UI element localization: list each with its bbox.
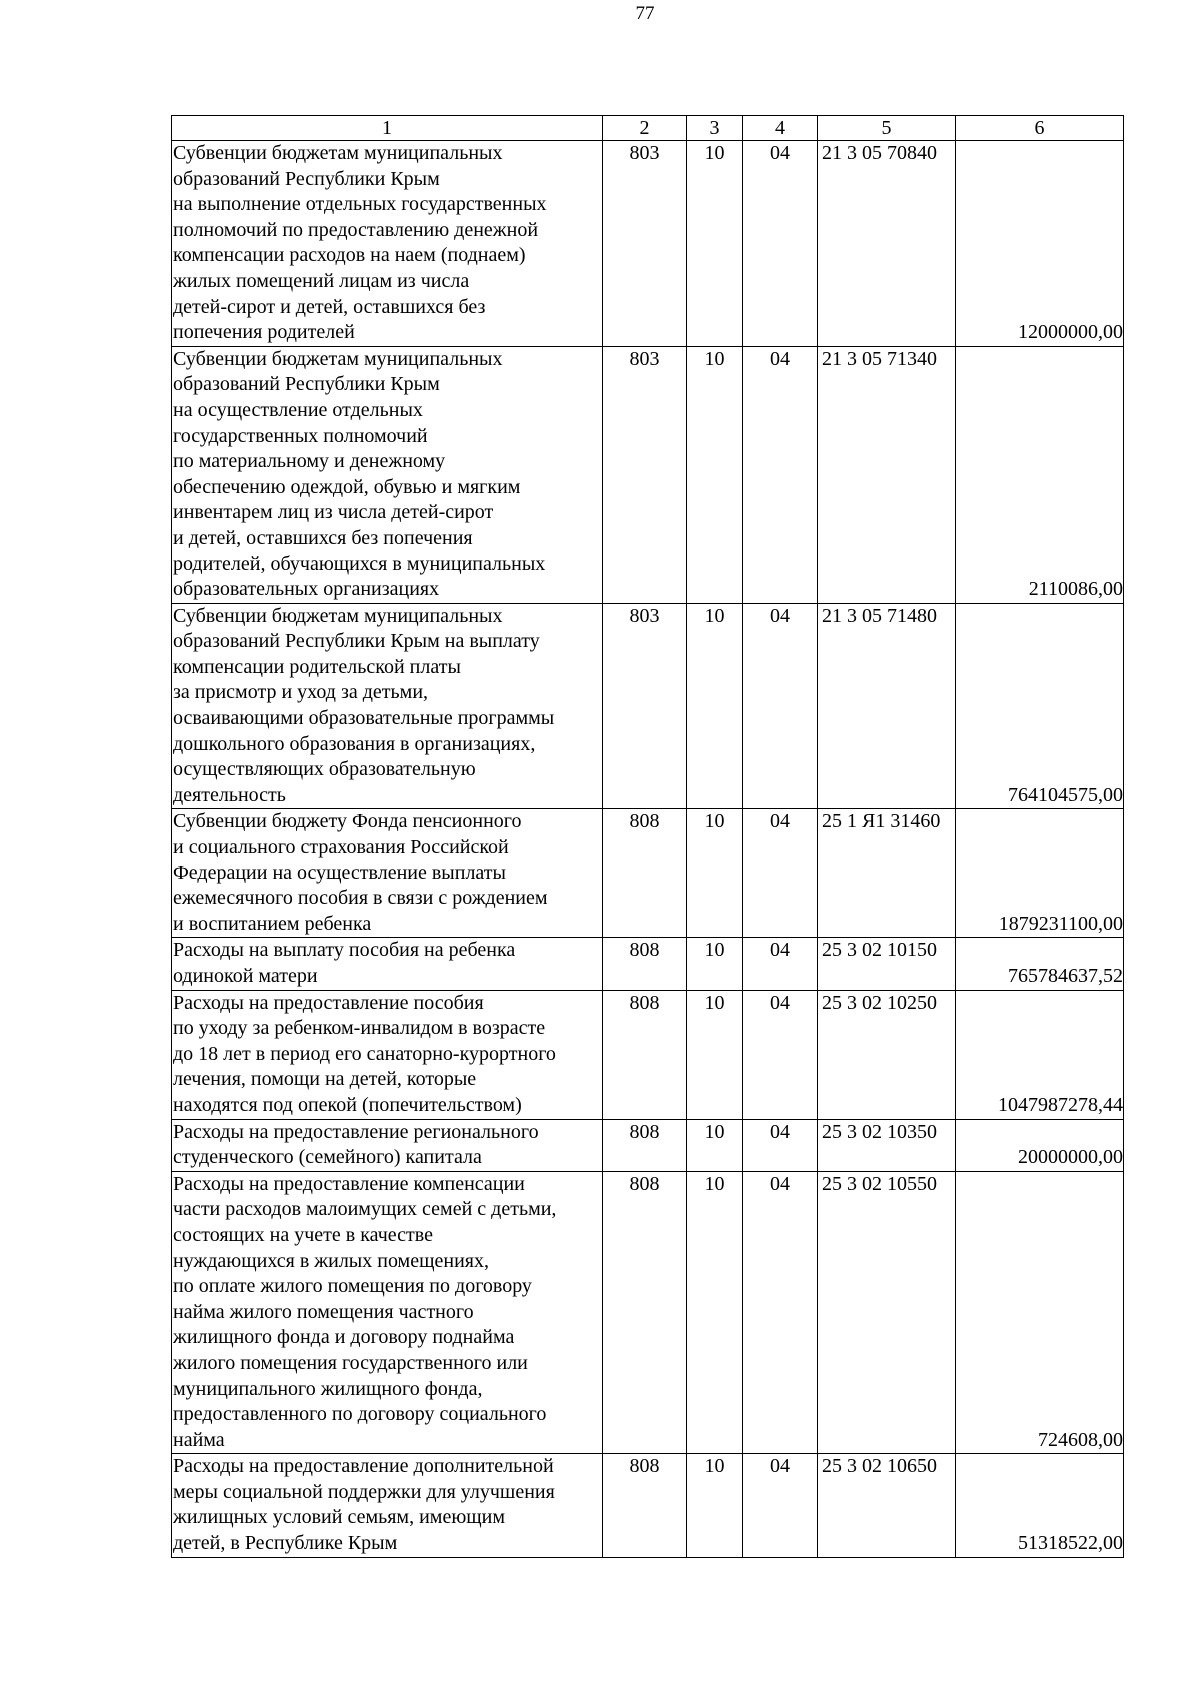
column-header-1: 1 — [172, 116, 603, 141]
table-row — [172, 603, 1124, 809]
target-article-code: 25 3 02 10250 — [818, 990, 956, 1119]
subsection-code: 04 — [743, 1454, 818, 1557]
section-code: 10 — [687, 603, 743, 809]
amount: 724608,00 — [956, 1171, 1124, 1454]
target-article-code: 21 3 05 71480 — [818, 603, 956, 809]
section-code: 10 — [687, 938, 743, 990]
expense-name: Расходы на предоставление пособия по уходу за ребенком-инвалидом в возрасте до 18 лет в период его санаторно-курортного лечения, помощи на детей, которые находятся под опекой (попечительством) — [172, 990, 603, 1119]
grbs-code: 803 — [603, 141, 687, 347]
grbs-code: 808 — [603, 809, 687, 938]
subsection-code: 04 — [743, 938, 818, 990]
budget-table — [171, 115, 1124, 1558]
target-article-code: 21 3 05 70840 — [818, 141, 956, 347]
grbs-code: 808 — [603, 1454, 687, 1557]
expense-name: Субвенции бюджетам муниципальных образований Республики Крым на осуществление отдельных государственных полномочий по материальному и денежному обеспечению одеждой, обувью и мягким инвентарем лиц из числа детей-сирот и детей, оставшихся без попечения родителей, обучающихся в муниципальных образовательных организациях — [172, 346, 603, 603]
grbs-code: 803 — [603, 603, 687, 809]
section-code: 10 — [687, 1454, 743, 1557]
target-article-code: 21 3 05 71340 — [818, 346, 956, 603]
subsection-code: 04 — [743, 1119, 818, 1171]
grbs-code: 803 — [603, 346, 687, 603]
section-code: 10 — [687, 1171, 743, 1454]
expense-name: Расходы на предоставление компенсации части расходов малоимущих семей с детьми, состоящих на учете в качестве нуждающихся в жилых помещениях, по оплате жилого помещения по договору найма жилого помещения частного жилищного фонда и договору поднайма жилого помещения государственного или муниципального жилищного фонда, предоставленного по договору социального найма — [172, 1171, 603, 1454]
column-header-5: 5 — [818, 116, 956, 141]
grbs-code: 808 — [603, 990, 687, 1119]
table-row — [172, 141, 1124, 347]
column-header-4: 4 — [743, 116, 818, 141]
subsection-code: 04 — [743, 1171, 818, 1454]
target-article-code: 25 3 02 10150 — [818, 938, 956, 990]
expense-name: Расходы на предоставление регионального студенческого (семейного) капитала — [172, 1119, 603, 1171]
section-code: 10 — [687, 809, 743, 938]
table-row — [172, 990, 1124, 1119]
column-header-3: 3 — [687, 116, 743, 141]
amount: 20000000,00 — [956, 1119, 1124, 1171]
table-header-row — [172, 116, 1124, 141]
amount: 12000000,00 — [956, 141, 1124, 347]
target-article-code: 25 1 Я1 31460 — [818, 809, 956, 938]
section-code: 10 — [687, 990, 743, 1119]
expense-name: Субвенции бюджету Фонда пенсионного и социального страхования Российской Федерации на осуществление выплаты ежемесячного пособия в связи с рождением и воспитанием ребенка — [172, 809, 603, 938]
subsection-code: 04 — [743, 346, 818, 603]
amount: 1879231100,00 — [956, 809, 1124, 938]
page-number: 77 — [635, 3, 655, 24]
table-row — [172, 809, 1124, 938]
section-code: 10 — [687, 141, 743, 347]
grbs-code: 808 — [603, 1171, 687, 1454]
subsection-code: 04 — [743, 603, 818, 809]
amount: 765784637,52 — [956, 938, 1124, 990]
target-article-code: 25 3 02 10350 — [818, 1119, 956, 1171]
table-row — [172, 1171, 1124, 1454]
column-header-6: 6 — [956, 116, 1124, 141]
grbs-code: 808 — [603, 1119, 687, 1171]
table-row — [172, 1119, 1124, 1171]
amount: 51318522,00 — [956, 1454, 1124, 1557]
table-row — [172, 1454, 1124, 1557]
subsection-code: 04 — [743, 990, 818, 1119]
table-row — [172, 938, 1124, 990]
expense-name: Расходы на выплату пособия на ребенка одинокой матери — [172, 938, 603, 990]
amount: 2110086,00 — [956, 346, 1124, 603]
target-article-code: 25 3 02 10550 — [818, 1171, 956, 1454]
expense-name: Субвенции бюджетам муниципальных образований Республики Крым на выплату компенсации родительской платы за присмотр и уход за детьми, осваивающими образовательные программы дошкольного образования в организациях, осуществляющих образовательную деятельность — [172, 603, 603, 809]
table-row — [172, 346, 1124, 603]
amount: 1047987278,44 — [956, 990, 1124, 1119]
expense-name: Субвенции бюджетам муниципальных образований Республики Крым на выполнение отдельных государственных полномочий по предоставлению денежной компенсации расходов на наем (поднаем) жилых помещений лицам из числа детей-сирот и детей, оставшихся без попечения родителей — [172, 141, 603, 347]
subsection-code: 04 — [743, 141, 818, 347]
section-code: 10 — [687, 346, 743, 603]
amount: 764104575,00 — [956, 603, 1124, 809]
expense-name: Расходы на предоставление дополнительной меры социальной поддержки для улучшения жилищных условий семьям, имеющим детей, в Республике Крым — [172, 1454, 603, 1557]
subsection-code: 04 — [743, 809, 818, 938]
column-header-2: 2 — [603, 116, 687, 141]
section-code: 10 — [687, 1119, 743, 1171]
grbs-code: 808 — [603, 938, 687, 990]
target-article-code: 25 3 02 10650 — [818, 1454, 956, 1557]
